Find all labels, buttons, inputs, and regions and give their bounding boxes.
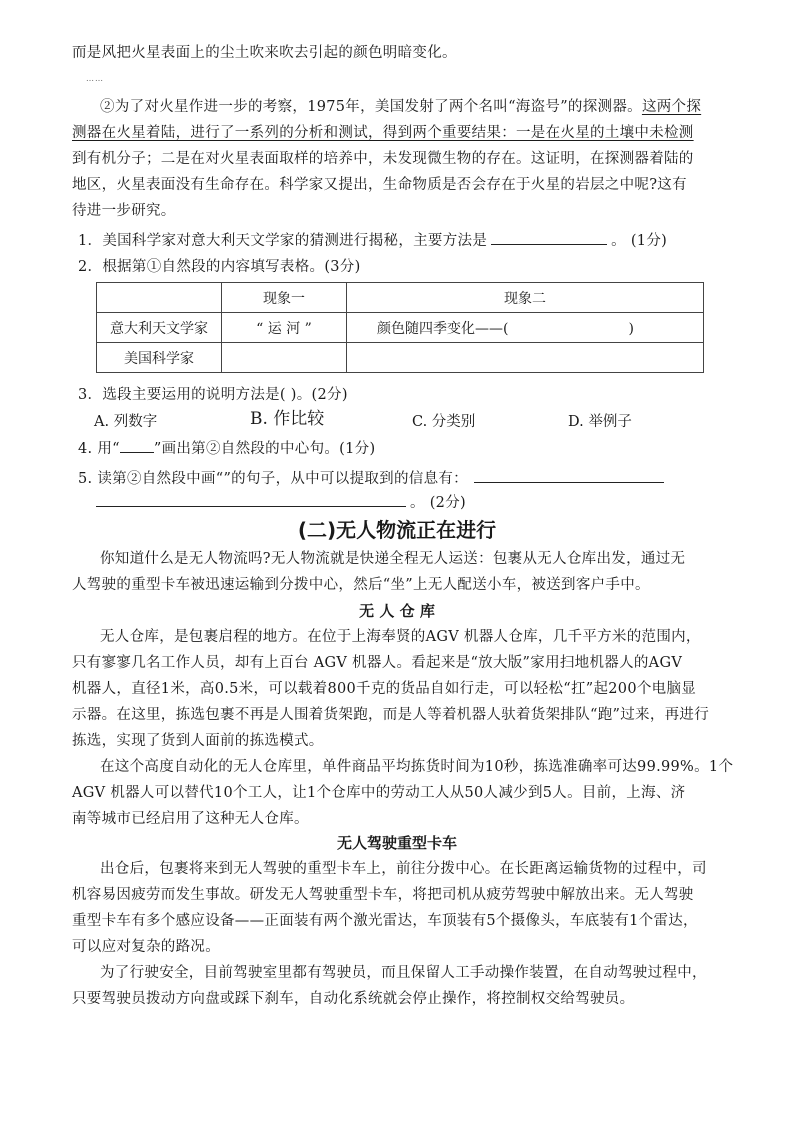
intro-line-2: 人驾驶的重型卡车被迅速运输到分拨中心，然后“坐”上无人配送小车，被送到客户手中。	[72, 577, 650, 593]
section-title: (二)无人物流正在进行	[297, 518, 497, 542]
truck-line-4: 可以应对复杂的路况。	[72, 939, 220, 955]
warehouse-line-6: 在这个高度自动化的无人仓库里，单件商品平均拣货时间为10秒，拣选准确率可达99.99%。1个	[100, 759, 734, 775]
table-header-cell	[97, 283, 222, 313]
truck-line-6: 只要驾驶员拨动方向盘或踩下刹车，自动化系统就会停止操作，将控制权交给驾驶员。	[72, 991, 635, 1007]
question-2: 2．根据第①自然段的内容填写表格。(3分)	[78, 259, 361, 275]
question-5: 5. 读第②自然段中画“”的句子，从中可以提取到的信息有：	[78, 466, 718, 492]
question-4: 4. 用“ ”画出第②自然段的中心句。(1分)	[78, 436, 718, 462]
option-a[interactable]: A. 列数字	[94, 414, 158, 430]
warehouse-line-1: 无人仓库，是包裹启程的地方。在位于上海奉贤的AGV 机器人仓库，几千平方米的范围内，	[100, 629, 701, 645]
warehouse-line-7: AGV 机器人可以替代10个工人，让1个仓库中的劳动工人从50人减少到5人。目前，上海、济	[72, 785, 686, 801]
intro-line-1: 你知道什么是无人物流吗?无人物流就是快递全程无人运送：包裹从无人仓库出发，通过无	[100, 551, 686, 567]
option-d[interactable]: D. 举例子	[568, 414, 632, 430]
truck-line-5: 为了行驶安全，目前驾驶室里都有驾驶员，而且保留人工手动操作装置，在自动驾驶过程中，	[100, 965, 707, 981]
answer-blank[interactable]	[491, 230, 607, 245]
table-cell-answer[interactable]	[222, 343, 347, 373]
underlined-sentence: 测器在火星着陆，进行了一系列的分析和测试，得到两个重要结果：一是在火星的土壤中未检测	[72, 125, 694, 141]
answer-blank[interactable]	[96, 492, 406, 507]
question-3: 3．选段主要运用的说明方法是( )。(2分)	[78, 387, 348, 403]
text-line: 而是风把火星表面上的尘土吹来吹去引起的颜色明暗变化。	[72, 45, 457, 61]
para2-line-4: 地区，火星表面没有生命存在。科学家又提出，生命物质是否会存在于火星的岩层之中呢?这有	[72, 177, 687, 193]
answer-table	[96, 282, 704, 373]
table-header-cell: 现象一	[222, 283, 347, 313]
warehouse-line-8: 南等城市已经启用了这种无人仓库。	[72, 811, 309, 827]
truck-line-1: 出仓后，包裹将来到无人驾驶的重型卡车上，前往分拨中心。在长距离运输货物的过程中，司	[100, 861, 707, 877]
warehouse-line-4: 示器。在这里，拣选包裹不再是人围着货架跑，而是人等着机器人驮着货架排队“跑”过来，再进行	[72, 707, 710, 723]
answer-blank[interactable]	[474, 468, 664, 483]
para2-line-5: 待进一步研究。	[72, 203, 176, 219]
warehouse-line-2: 只有寥寥几名工作人员，却有上百台 AGV 机器人。看起来是“放大版”家用扫地机器人的AGV	[72, 655, 683, 671]
underlined-sentence: 这两个探	[641, 99, 702, 115]
warehouse-line-3: 机器人，直径1米，高0.5米，可以载着800千克的货品自如行走，可以轻松“扛”起200个电脑显	[72, 681, 697, 697]
truck-line-2: 机容易因疲劳而发生事故。研发无人驾驶重型卡车，将把司机从疲劳驾驶中解放出来。无人驾驶	[72, 887, 694, 903]
table-cell: 美国科学家	[97, 343, 222, 373]
subsection-title: 无人驾驶重型卡车	[336, 834, 457, 852]
option-c[interactable]: C. 分类别	[412, 414, 476, 430]
table-cell-answer[interactable]	[347, 343, 704, 373]
table-row	[97, 343, 704, 373]
subsection-title: 无 人 仓 库	[359, 602, 435, 620]
table-header-row	[97, 283, 704, 313]
para2-line-1: ②为了对火星作进一步的考察，1975年，美国发射了两个名叫“海盗号”的探测器。这两个探	[100, 99, 702, 115]
warehouse-line-5: 拣选，实现了货到人面前的拣选模式。	[72, 733, 324, 749]
ellipsis-mark: ……	[86, 74, 104, 83]
table-cell-fill[interactable]: 颜色随四季变化——( )	[347, 313, 704, 343]
option-b[interactable]: B. 作比较	[250, 409, 325, 429]
table-cell: “ 运 河 ”	[222, 313, 347, 343]
table-header-cell: 现象二	[347, 283, 704, 313]
question-1: 1．美国科学家对意大利天文学家的猜测进行揭秘，主要方法是 。 (1分)	[78, 228, 718, 254]
para2-line-2	[72, 120, 712, 146]
para2-line-3: 到有机分子；二是在对火星表面取样的培养中，未发现微生物的存在。这证明，在探测器着陆的	[72, 151, 694, 167]
table-row	[97, 313, 704, 343]
table-cell: 意大利天文学家	[97, 313, 222, 343]
question-5-line-2: 。 (2分)	[96, 490, 736, 516]
truck-line-3: 重型卡车有多个感应设备——正面装有两个激光雷达，车顶装有5个摄像头，车底装有1个雷达，	[72, 913, 698, 929]
